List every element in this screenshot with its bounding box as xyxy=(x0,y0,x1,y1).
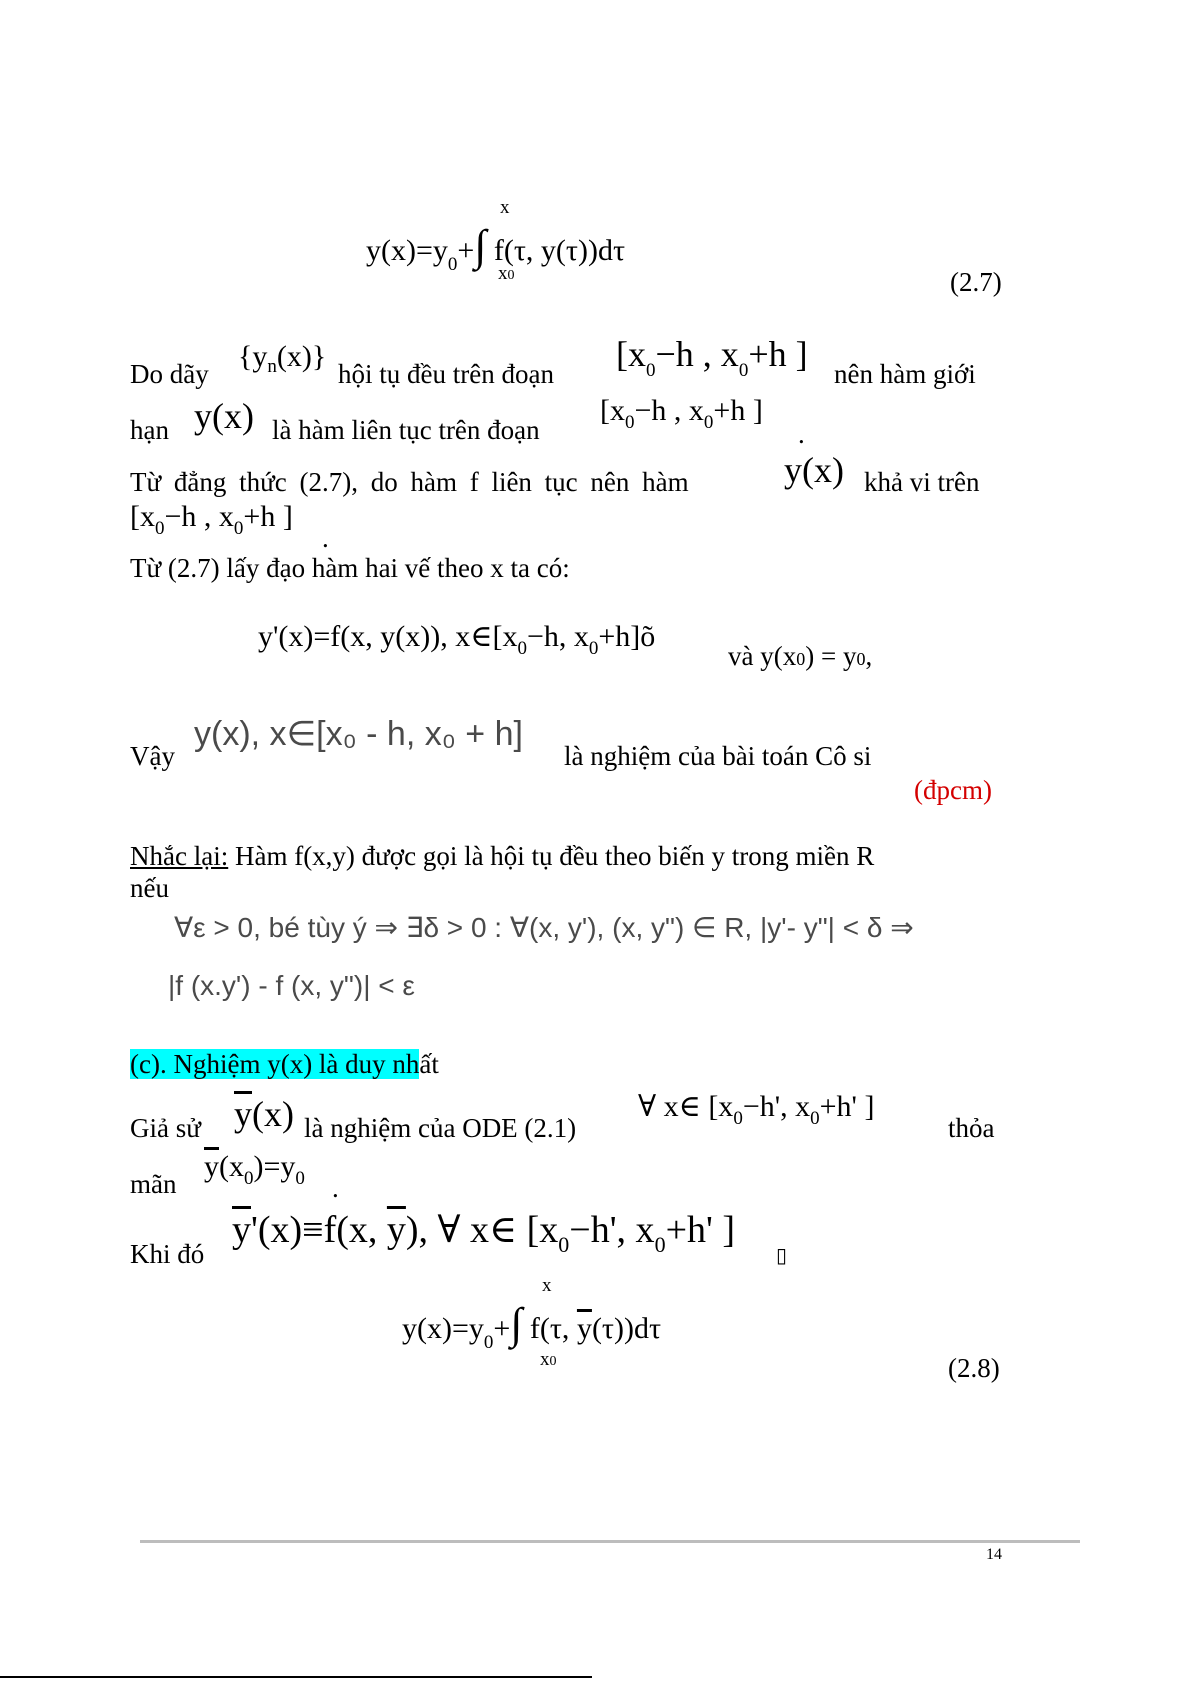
recall-label: Nhắc lại: xyxy=(130,841,229,871)
f-b: ), ∀ x∈ [x xyxy=(405,1209,559,1251)
heading-highlight: (c). Nghiệm y(x) là duy nh xyxy=(130,1049,420,1079)
c-l3-w1: Khi đó xyxy=(130,1239,205,1269)
body-a: f(τ, xyxy=(522,1312,577,1345)
sub: 0 xyxy=(155,518,165,539)
eq-derivative xyxy=(258,620,656,659)
cond-b: ) = y xyxy=(805,641,857,671)
ybar: $\overline{y}$ xyxy=(204,1150,219,1183)
sub: 0 xyxy=(646,360,656,381)
interval-mid: −h , x xyxy=(634,394,704,427)
para2-l1-w1: Từ đẳng thức (2.7), do hàm f liên tục nên hàm xyxy=(130,467,689,497)
cond-a: và y(x xyxy=(728,641,797,671)
section-c-heading xyxy=(130,1048,439,1080)
forall-c: −h', x xyxy=(742,1090,811,1123)
eq-lhs: y(x)=y xyxy=(402,1312,484,1345)
recall-formula-1: ∀ε > 0, bé tùy ý ⇒ ∃δ > 0 : ∀(x, y'), (x, y") ∈ R, |y'- y"| < δ ⇒ xyxy=(174,912,914,943)
c-l1-ybar xyxy=(234,1094,294,1134)
interval-1 xyxy=(616,334,808,381)
interval-open: [x xyxy=(600,394,625,427)
integral-sign: ∫ xyxy=(510,1299,523,1348)
para1-w3: nên hàm giới xyxy=(834,359,976,389)
set-close: (x)} xyxy=(276,340,327,373)
f-a: '(x)≡f(x, xyxy=(251,1209,387,1251)
conclusion-formula: y(x), x∈[x₀ - h, x₀ + h] xyxy=(194,715,523,753)
footer-rule xyxy=(140,1540,1080,1543)
sub: 0 xyxy=(625,412,635,433)
c-l3-box: ▯ xyxy=(776,1245,788,1267)
lower-x: x xyxy=(540,1349,550,1370)
f-b: )=y xyxy=(253,1150,296,1183)
eq-body: f(τ, y(τ))dτ xyxy=(486,234,626,267)
sub: 0 xyxy=(295,1168,305,1189)
sub: 0 xyxy=(233,518,244,539)
ybar-arg: (x) xyxy=(252,1094,294,1134)
ybar: $\overline{y}$ xyxy=(386,1209,406,1251)
interval-mid: −h , x xyxy=(655,334,739,374)
f-a: (x xyxy=(219,1150,244,1183)
set-sub: n xyxy=(267,356,277,377)
para2-l1-w2: khả vi trên xyxy=(864,467,980,497)
eq-tail: õ xyxy=(640,620,656,653)
eq-e: +h] xyxy=(598,620,641,653)
sub: 0 xyxy=(517,638,527,659)
sub: 0 xyxy=(810,1108,820,1129)
heading-rest: ất xyxy=(419,1049,439,1079)
lower-sub: 0 xyxy=(549,1354,557,1369)
eq-a: y'(x)=f(x, y(x)), x∈[x xyxy=(258,620,518,653)
c-l2-w1: mãn xyxy=(130,1169,177,1199)
para1-l2-w2: là hàm liên tục trên đoạn xyxy=(272,415,540,445)
sub: 0 xyxy=(733,1108,743,1129)
f-c: −h', x xyxy=(569,1209,655,1251)
para2-dot: . xyxy=(322,523,329,553)
set-open: {y xyxy=(238,340,268,373)
body-ybar: $\overline{y}$ xyxy=(576,1312,592,1345)
para1-w2: hội tụ đều trên đoạn xyxy=(338,359,554,389)
interval-open: [x xyxy=(616,334,646,374)
recall-text: Hàm f(x,y) được gọi là hội tụ đều theo biến y trong miền R xyxy=(228,841,875,871)
para2-l1-y: y(x) xyxy=(784,450,844,490)
lower-x: x xyxy=(498,263,508,284)
c-l1-w2: là nghiệm của ODE (2.1) xyxy=(304,1113,577,1143)
sub: 0 xyxy=(558,1232,570,1257)
interval-3 xyxy=(130,500,293,539)
page-number: 14 xyxy=(986,1546,1002,1563)
recall-line2: nếu xyxy=(130,873,169,903)
c-l1-w1: Giả sử xyxy=(130,1113,201,1143)
integral-upper-2: x xyxy=(542,1275,552,1296)
interval-close: +h ] xyxy=(748,334,808,374)
c-l2-formula xyxy=(204,1150,305,1189)
forall-a: ∀ x∈ [x xyxy=(638,1090,734,1123)
interval-mid: −h , x xyxy=(164,500,234,533)
cond-sub: 0 xyxy=(856,649,866,669)
ybar: $\overline{y}$ xyxy=(234,1094,252,1134)
c-l2-dot: . xyxy=(332,1173,339,1203)
subscript: 0 xyxy=(483,1332,494,1353)
cond-c: , xyxy=(865,641,873,671)
para1-dot: . xyxy=(798,419,805,449)
eq-number-2-7: (2.7) xyxy=(950,267,1002,297)
eq-2-8 xyxy=(402,1299,662,1353)
para1-l2-w1: hạn xyxy=(130,415,169,445)
conclusion-w2: là nghiệm của bài toán Cô si xyxy=(564,741,872,771)
sub: 0 xyxy=(654,1232,666,1257)
sub: 0 xyxy=(588,638,599,659)
recall-formula-2: |f (x.y') - f (x, y")| < ε xyxy=(168,970,415,1001)
plus: + xyxy=(493,1312,511,1345)
qed: (đpcm) xyxy=(914,775,992,805)
plus: + xyxy=(457,234,475,267)
integral-lower xyxy=(498,264,515,285)
eq-lhs: y(x)=y xyxy=(366,234,448,267)
sub: 0 xyxy=(703,412,714,433)
sub: 0 xyxy=(244,1168,254,1189)
para1-set xyxy=(238,340,327,377)
interval-close: +h ] xyxy=(243,500,293,533)
para1-w1: Do dãy xyxy=(130,359,209,389)
body-c: (τ))dτ xyxy=(591,1312,662,1345)
eq-2-7 xyxy=(366,221,626,275)
interval-2 xyxy=(600,394,763,433)
ybar: $\overline{y}$ xyxy=(232,1209,251,1251)
bottom-rule xyxy=(0,1676,592,1678)
c-l3-formula xyxy=(232,1208,735,1257)
interval-close: +h ] xyxy=(713,394,763,427)
sub: 0 xyxy=(738,360,749,381)
para3-text: Từ (2.7) lấy đạo hàm hai vế theo x ta có: xyxy=(130,553,570,583)
eq-c: −h, x xyxy=(526,620,589,653)
integral-lower-2 xyxy=(540,1350,557,1371)
recall-line1 xyxy=(130,840,874,872)
integral-upper: x xyxy=(500,197,510,218)
initial-condition xyxy=(728,640,872,675)
f-d: +h' ] xyxy=(665,1209,735,1251)
interval-open: [x xyxy=(130,500,155,533)
eq-number-2-8: (2.8) xyxy=(948,1353,1000,1383)
subscript: 0 xyxy=(447,254,458,275)
integral-sign: ∫ xyxy=(474,221,487,270)
para1-l2-y: y(x) xyxy=(194,396,254,436)
cond-sub: 0 xyxy=(796,649,806,669)
c-forall xyxy=(638,1090,875,1129)
conclusion-w1: Vậy xyxy=(130,741,175,771)
forall-e: +h' ] xyxy=(819,1090,875,1123)
c-l1-w3: thỏa xyxy=(948,1113,995,1143)
lower-sub: 0 xyxy=(507,268,515,283)
